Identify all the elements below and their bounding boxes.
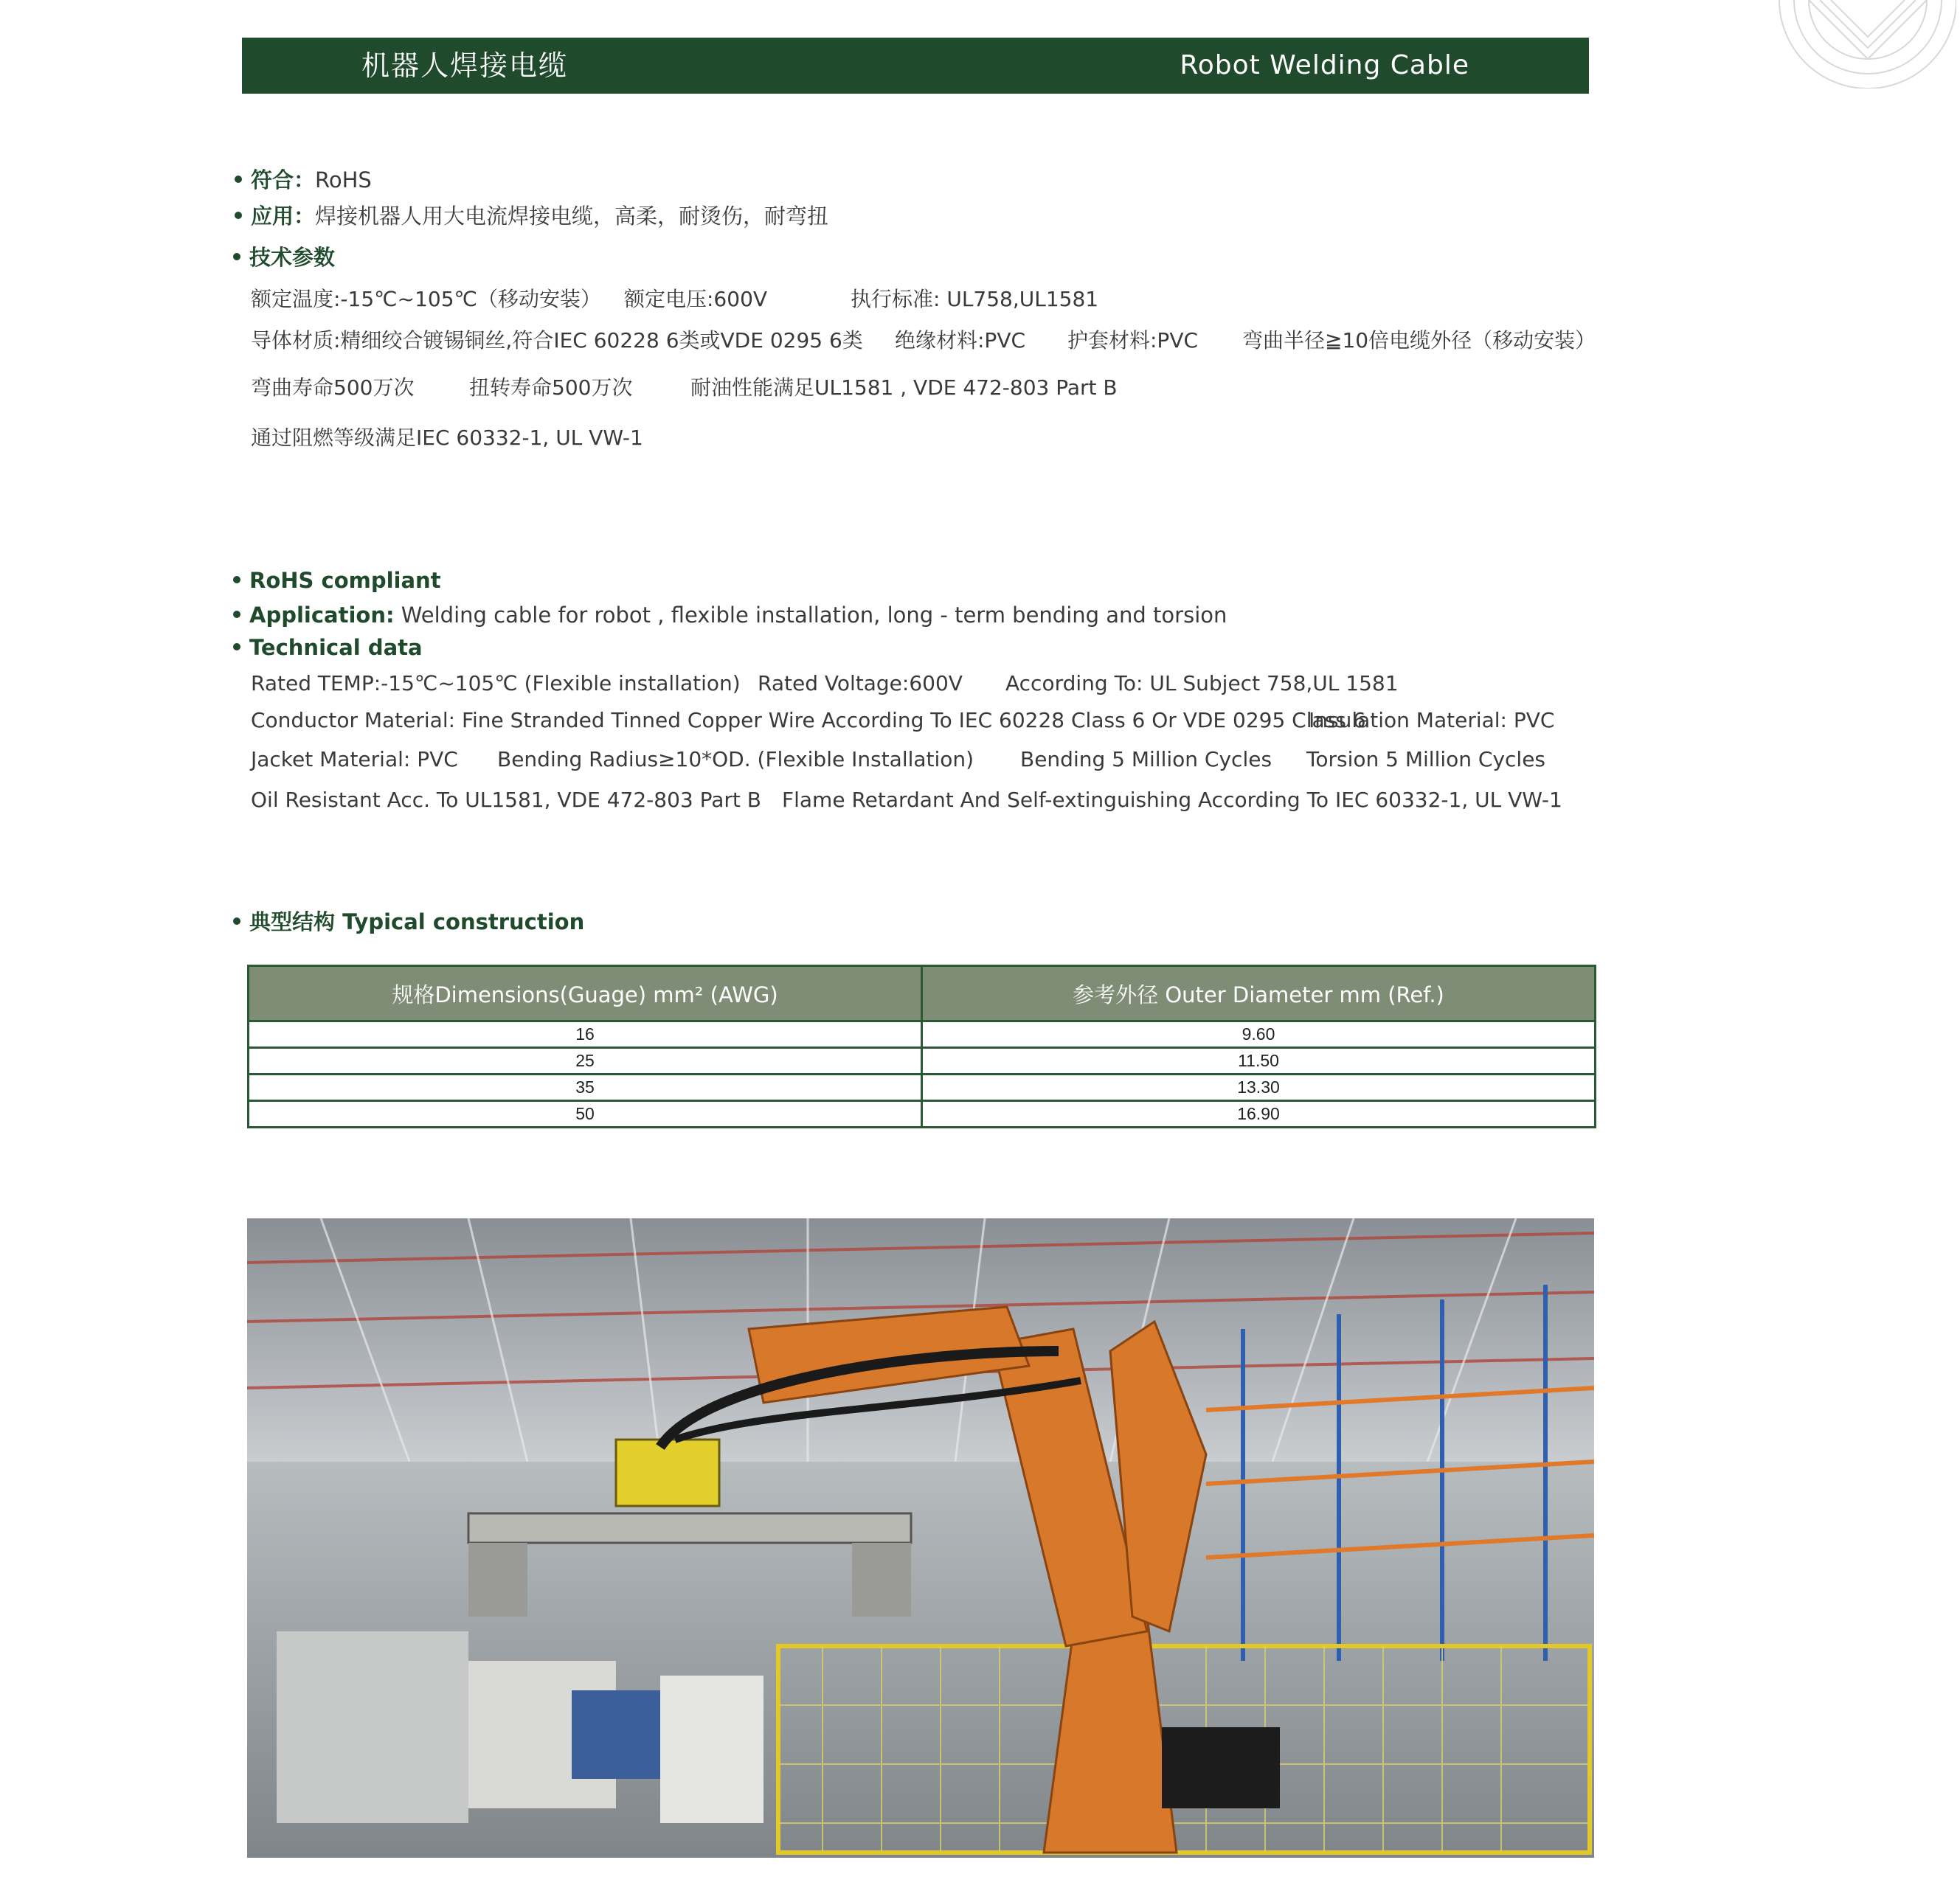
cell-dimension: 25 xyxy=(249,1048,922,1075)
cn-spec-oil: 耐油性能满足UL1581 , VDE 472-803 Part B xyxy=(690,375,1118,400)
cn-compliance-line: 符合：RoHS xyxy=(235,164,372,194)
corner-decoration xyxy=(1691,0,1956,88)
cell-dimension: 35 xyxy=(249,1075,922,1101)
cn-spec-temp: 额定温度:-15℃~105℃（移动安装） xyxy=(251,287,601,311)
construction-table xyxy=(247,965,1596,1128)
table-row xyxy=(249,1021,1596,1048)
en-rohs-line xyxy=(233,568,441,593)
factory-robot-photo xyxy=(247,1218,1594,1858)
en-spec-temp: Rated TEMP:-15℃~105℃ (Flexible installation) xyxy=(251,671,741,695)
en-rohs-label: RoHS compliant xyxy=(249,568,441,593)
en-application-line xyxy=(233,603,1227,628)
cell-diameter: 13.30 xyxy=(922,1075,1596,1101)
col-diameter-header: 参考外径 Outer Diameter mm (Ref.) xyxy=(922,966,1596,1021)
cn-compliance-label: 符合 xyxy=(251,167,294,192)
cn-application-line: 应用：焊接机器人用大电流焊接电缆，高柔，耐烫伤，耐弯扭 xyxy=(235,200,828,230)
en-spec-torsion-cycles: Torsion 5 Million Cycles xyxy=(1306,747,1546,771)
table-header-row xyxy=(249,966,1596,1021)
cn-spec-conductor: 导体材质:精细绞合镀锡铜丝,符合IEC 60228 6类或VDE 0295 6类 xyxy=(251,328,863,353)
cn-spec-torsion-life: 扭转寿命500万次 xyxy=(469,375,633,400)
en-spec-conductor: Conductor Material: Fine Stranded Tinned Copper Wire According To IEC 60228 Class 6 Or VDE 0295 Class 6 xyxy=(251,708,1366,732)
cell-diameter: 11.50 xyxy=(922,1048,1596,1075)
cn-application-value: 焊接机器人用大电流焊接电缆，高柔，耐烫伤，耐弯扭 xyxy=(315,204,829,229)
cn-application-label: 应用 xyxy=(251,204,294,229)
cell-dimension: 50 xyxy=(249,1101,922,1128)
table-row xyxy=(249,1101,1596,1128)
en-tech-line xyxy=(233,635,423,660)
bullet-icon xyxy=(235,212,242,219)
table-row xyxy=(249,1048,1596,1075)
bullet-icon xyxy=(233,253,240,260)
en-spec-bending-radius: Bending Radius≥10*OD. (Flexible Installation) xyxy=(497,747,974,771)
cn-spec-jacket: 护套材料:PVC xyxy=(1067,328,1199,353)
bullet-icon xyxy=(233,643,240,650)
cn-spec-bending-life: 弯曲寿命500万次 xyxy=(251,375,415,400)
header-band xyxy=(242,38,1589,94)
en-spec-flame: Flame Retardant And Self-extinguishing According To IEC 60332-1, UL VW-1 xyxy=(782,788,1562,812)
en-spec-oil: Oil Resistant Acc. To UL1581, VDE 472-803 Part B xyxy=(251,788,762,812)
construction-heading-line xyxy=(233,906,584,936)
cn-spec-insulation: 绝缘材料:PVC xyxy=(895,328,1026,353)
cn-spec-bending-radius: 弯曲半径≧10倍电缆外径（移动安装） xyxy=(1242,328,1596,353)
cn-spec-voltage: 额定电压:600V xyxy=(624,287,768,311)
en-spec-voltage: Rated Voltage:600V xyxy=(758,671,963,695)
cn-spec-flame: 通过阻燃等级满足IEC 60332-1, UL VW-1 xyxy=(251,426,643,450)
bullet-icon xyxy=(235,176,242,183)
en-spec-bending-cycles: Bending 5 Million Cycles xyxy=(1020,747,1272,771)
title-en: Robot Welding Cable xyxy=(1180,50,1469,80)
cn-compliance-value: RoHS xyxy=(315,167,372,192)
bullet-icon xyxy=(233,611,240,618)
construction-heading: 典型结构 Typical construction xyxy=(249,909,585,934)
en-tech-label: Technical data xyxy=(249,635,423,660)
col-dimensions-header: 规格Dimensions(Guage) mm² (AWG) xyxy=(249,966,922,1021)
bullet-icon xyxy=(233,917,240,925)
en-application-value: Welding cable for robot , flexible installation, long - term bending and torsion xyxy=(401,603,1227,628)
robot-arm-illustration xyxy=(247,1218,1594,1858)
title-cn: 机器人焊接电缆 xyxy=(361,49,569,82)
en-spec-insulation: Insulation Material: PVC xyxy=(1309,708,1555,732)
cell-dimension: 16 xyxy=(249,1021,922,1048)
cn-tech-line xyxy=(233,241,335,271)
en-application-label: Application: xyxy=(249,603,395,628)
cn-tech-label: 技术参数 xyxy=(249,245,336,270)
en-spec-standard: According To: UL Subject 758,UL 1581 xyxy=(1005,671,1399,695)
en-spec-jacket: Jacket Material: PVC xyxy=(251,747,458,771)
cell-diameter: 16.90 xyxy=(922,1101,1596,1128)
table-row xyxy=(249,1075,1596,1101)
cn-spec-standard: 执行标准: UL758,UL1581 xyxy=(851,287,1099,311)
cell-diameter: 9.60 xyxy=(922,1021,1596,1048)
bullet-icon xyxy=(233,576,240,583)
